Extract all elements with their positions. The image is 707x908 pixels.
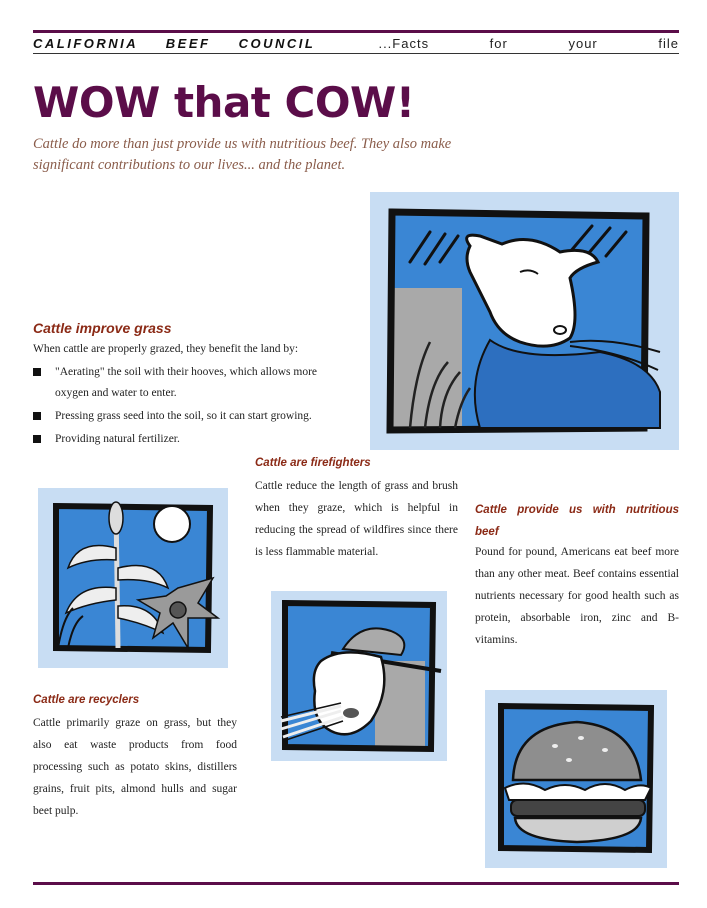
beef-text: Pound for pound, Americans eat beef more than any other meat. Beef contains essential nutrients necessary for good health such as protein, absorbable iron, zinc and B-vitamins. bbox=[475, 546, 679, 646]
firefighters-text: Cattle reduce the length of grass and brush when they graze, which is helpful in reducing the spread of wildfires since there is less flammable material. bbox=[255, 480, 458, 558]
intro-text: Cattle do more than just provide us with nutritious beef. They also make significant contributions to our lives... and the planet. bbox=[33, 136, 452, 173]
recyclers-heading: Cattle are recyclers bbox=[33, 694, 140, 706]
grass-lead: When cattle are properly grazed, they benefit the land by: bbox=[33, 343, 299, 355]
grass-bullet: Providing natural fertilizer. bbox=[33, 429, 343, 450]
grass-bullet: Pressing grass seed into the soil, so it can start growing. bbox=[33, 406, 343, 427]
grass-heading: Cattle improve grass bbox=[33, 320, 172, 336]
bottom-rule bbox=[33, 882, 679, 885]
grass-bullet: "Aerating" the soil with their hooves, which allows more oxygen and water to enter. bbox=[33, 362, 343, 404]
hamburger-illustration bbox=[485, 690, 667, 868]
cow-eating-hay-illustration bbox=[271, 591, 447, 761]
header-underline bbox=[33, 53, 679, 54]
recyclers-text: Cattle primarily graze on grass, but they also eat waste products from food processing such as potato skins, distillers grains, fruit pits, almond hulls and sugar beet pulp. bbox=[33, 717, 237, 817]
page-header bbox=[33, 34, 679, 52]
beef-heading: Cattle provide us with nutritious beef bbox=[475, 504, 679, 538]
org-name: CALIFORNIA BEEF COUNCIL bbox=[33, 36, 316, 51]
corn-and-sunflower-illustration bbox=[38, 488, 228, 668]
header-tagline: ...Facts for your file bbox=[378, 36, 679, 51]
grass-bullet-list bbox=[33, 362, 343, 452]
page-title: WOW that COW! bbox=[33, 78, 415, 127]
top-rule bbox=[33, 30, 679, 33]
firefighters-heading: Cattle are firefighters bbox=[255, 457, 371, 469]
cow-head-illustration bbox=[370, 192, 679, 450]
